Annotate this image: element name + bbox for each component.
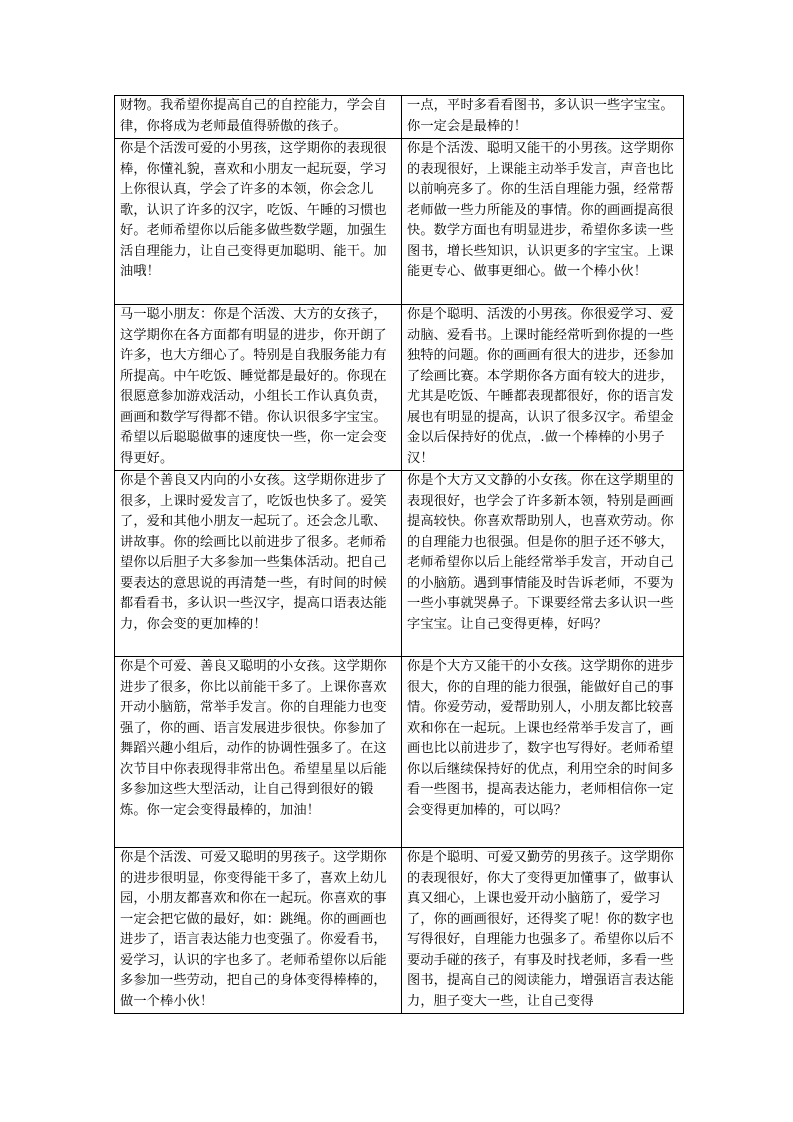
table-row xyxy=(115,848,684,1014)
comment-cell-right: 你是个大方又能干的小女孩。这学期你的进步很大，你的自理的能力很强，能做好自己的事情。你爱劳动，爱帮助别人，小朋友都比较喜欢和你在一起玩。上课也经常举手发言了，画画也比以前进步了，数字也写得好。老师希望你以后继续保持好的优点，利用空余的时间多看一些图书，提高表达能力，老师相信你一定会变得更加棒的，可以吗？ xyxy=(402,657,684,848)
comment-cell-right: 你是个大方又文静的小女孩。你在这学期里的表现很好，也学会了许多新本领，特别是画画提高较快。你喜欢帮助别人，也喜欢劳动。你的自理能力也很强。但是你的胆子还不够大，老师希望你以后上能经常举手发言，开动自己的小脑筋。遇到事情能及时告诉老师，不要为一些小事就哭鼻子。下课要经常去多认识一些字宝宝。让自己变得更棒，好吗？ xyxy=(402,471,684,657)
table-row xyxy=(115,139,684,305)
comment-cell-left: 财物。我希望你提高自己的自控能力，学会自律，你将成为老师最值得骄傲的孩子。 xyxy=(115,96,402,139)
comment-cell-right: 你是个聪明、可爱又勤劳的男孩子。这学期你的表现很好，你大了变得更加懂事了，做事认真又细心，上课也爱开动小脑筋了，爱学习了，你的画画很好，还得奖了呢！你的数字也写得很好，自理能力也强多了。希望你以后不要动手碰的孩子，有事及时找老师，多看一些图书，提高自己的阅读能力，增强语言表达能力，胆子变大一些，让自己变得 xyxy=(402,848,684,1014)
comment-cell-left: 马一聪小朋友：你是个活泼、大方的女孩子，这学期你在各方面都有明显的进步，你开朗了许多，也大方细心了。特别是自我服务能力有所提高。中午吃饭、睡觉都是最好的。你现在很愿意参加游戏活动，小组长工作认真负责，画画和数学写得都不错。你认识很多字宝宝。希望以后聪聪做事的速度快一些，你一定会变得更好。 xyxy=(115,305,402,471)
teacher-comments-table xyxy=(114,95,684,1014)
table-row xyxy=(115,657,684,848)
table-row xyxy=(115,96,684,139)
table-row xyxy=(115,471,684,657)
comment-cell-left: 你是个活泼、可爱又聪明的男孩子。这学期你的进步很明显，你变得能干多了，喜欢上幼儿园，小朋友都喜欢和你在一起玩。你喜欢的事一定会把它做的最好，如：跳绳。你的画画也进步了，语言表达能力也变强了。你爱看书，爱学习，认识的字也多了。老师希望你以后能多参加一些劳动，把自己的身体变得棒棒的，做一个棒小伙！ xyxy=(115,848,402,1014)
comment-cell-right: 一点，平时多看看图书，多认识一些字宝宝。你一定会是最棒的！ xyxy=(402,96,684,139)
table-row xyxy=(115,305,684,471)
comment-cell-left: 你是个善良又内向的小女孩。这学期你进步了很多，上课时爱发言了，吃饭也快多了。爱笑了，爱和其他小朋友一起玩了。还会念儿歌、讲故事。你的绘画比以前进步了很多。老师希望你以后胆子大多参加一些集体活动。把自己要表达的意思说的再清楚一些，有时间的时候都看看书，多认识一些汉字，提高口语表达能力，你会变的更加棒的！ xyxy=(115,471,402,657)
comment-cell-right: 你是个活泼、聪明又能干的小男孩。这学期你的表现很好，上课能主动举手发言，声音也比以前响亮多了。你的生活自理能力强，经常帮老师做一些力所能及的事情。你的画画提高很快。数学方面也有明显进步，希望你多读一些图书，增长些知识，认识更多的字宝宝。上课能更专心、做事更细心。做一个棒小伙！ xyxy=(402,139,684,305)
comment-cell-left: 你是个可爱、善良又聪明的小女孩。这学期你进步了很多，你比以前能干多了。上课你喜欢开动小脑筋，常举手发言。你的自理能力也变强了，你的画、语言发展进步很快。你参加了舞蹈兴趣小组后，动作的协调性强多了。在这次节目中你表现得非常出色。希望星星以后能多参加这些大型活动，让自己得到很好的锻炼。你一定会变得最棒的，加油！ xyxy=(115,657,402,848)
comment-cell-right: 你是个聪明、活泼的小男孩。你很爱学习、爱动脑、爱看书。上课时能经常听到你提的一些独特的问题。你的画画有很大的进步，还参加了绘画比赛。本学期你各方面有较大的进步，尤其是吃饭、午睡都表现都很好，你的语言发展也有明显的提高，认识了很多汉字。希望金金以后保持好的优点，.做一个棒棒的小男子汉！ xyxy=(402,305,684,471)
comment-cell-left: 你是个活泼可爱的小男孩，这学期你的表现很棒，你懂礼貌，喜欢和小朋友一起玩耍，学习上你很认真，学会了许多的本领，你会念儿歌，认识了许多的汉字，吃饭、午睡的习惯也好。老师希望你以后能多做些数学题，加强生活自理能力，让自己变得更加聪明、能干。加油哦！ xyxy=(115,139,402,305)
